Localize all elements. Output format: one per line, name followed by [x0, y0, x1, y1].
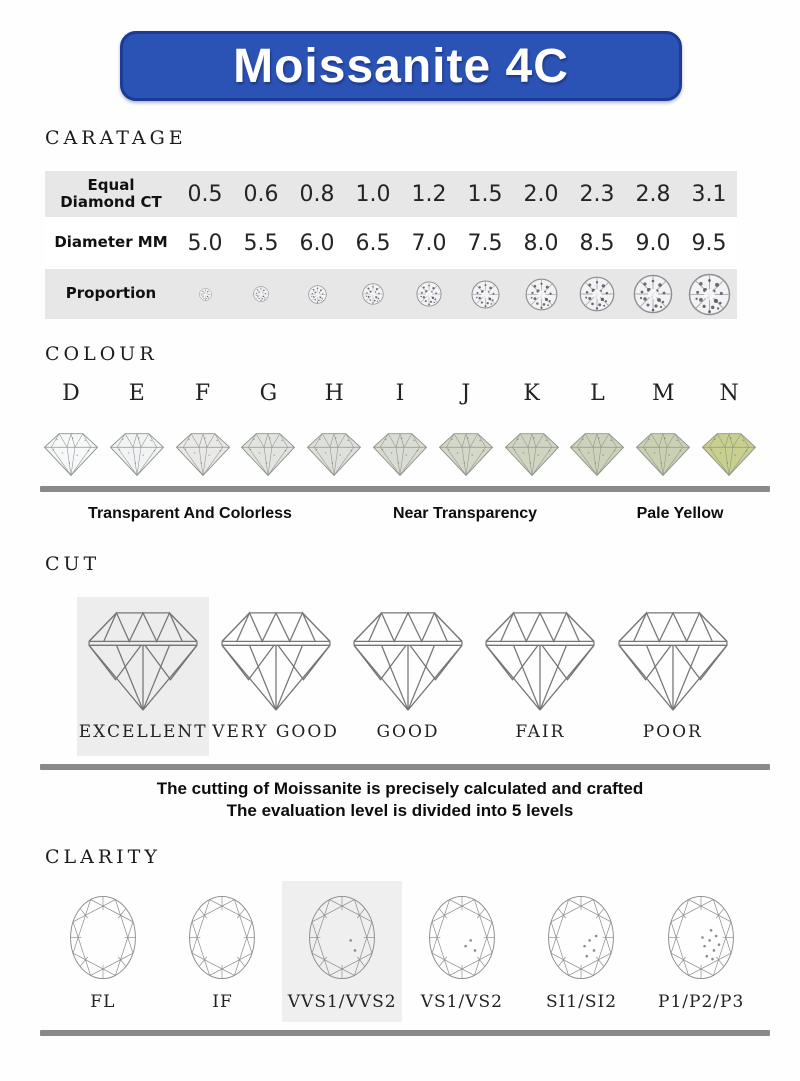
- table-cell: 2.0: [523, 181, 559, 207]
- proportion-diamond-icon: [253, 286, 269, 302]
- colour-grade-letter: N: [719, 381, 739, 406]
- table-cell: 1.5: [467, 181, 503, 207]
- table-cell: 6.0: [299, 230, 335, 256]
- colour-diamond-icon: [369, 430, 431, 478]
- colour-diamond-cell: [170, 430, 236, 478]
- colour-diamond-cell: [433, 430, 499, 478]
- proportion-cell: [233, 269, 289, 319]
- table-cell: 3.1: [691, 181, 727, 207]
- colour-divider: [40, 486, 770, 492]
- caratage-row-diameter: [45, 220, 737, 266]
- colour-diamond-cell: [104, 430, 170, 478]
- cut-grade-cell: [607, 597, 739, 756]
- colour-diamond-cell: [367, 430, 433, 478]
- proportion-diamond-icon: [688, 273, 731, 316]
- colour-diamond-row: [38, 416, 762, 478]
- colour-diamond-icon: [303, 430, 365, 478]
- colour-group-labels: [40, 505, 770, 523]
- colour-group-label: Near Transparency: [392, 505, 538, 522]
- clarity-grade-label: FL: [90, 992, 116, 1013]
- table-cell: 9.0: [635, 230, 671, 256]
- proportion-diamond-icon: [633, 274, 673, 314]
- clarity-diamond-top-icon: [67, 890, 139, 985]
- proportion-cell: [457, 269, 513, 319]
- clarity-grade-label: P1/P2/P3: [658, 992, 745, 1013]
- colour-diamond-cell: [235, 430, 301, 478]
- section-heading-clarity: CLARITY: [45, 846, 161, 869]
- clarity-diamond-top-icon: [306, 890, 378, 985]
- clarity-diamond-top-icon: [186, 890, 258, 985]
- clarity-grade-label: VVS1/VVS2: [287, 992, 397, 1013]
- proportion-diamond-icon: [471, 280, 500, 309]
- section-heading-caratage: CARATAGE: [45, 127, 187, 149]
- cut-diamond-wireframe-icon: [481, 609, 599, 713]
- clarity-grade-row: [43, 881, 761, 1022]
- colour-diamond-icon: [106, 430, 168, 478]
- page-title: Moissanite 4C: [233, 39, 569, 93]
- table-cell: 9.5: [691, 230, 727, 256]
- cut-note: [0, 778, 800, 822]
- cut-grade-label: EXCELLENT: [78, 722, 208, 742]
- colour-diamond-icon: [566, 430, 628, 478]
- table-cell: 2.3: [579, 181, 615, 207]
- colour-grade-letter: L: [590, 381, 605, 406]
- cut-grade-label: FAIR: [515, 722, 566, 742]
- table-cell: 2.8: [635, 181, 671, 207]
- colour-diamond-icon: [501, 430, 563, 478]
- clarity-grade-cell: [282, 881, 402, 1022]
- proportion-cell: [345, 269, 401, 319]
- cut-grade-label: GOOD: [376, 722, 440, 742]
- cut-grade-row: [77, 597, 739, 756]
- cut-grade-cell: [77, 597, 209, 756]
- cut-diamond-wireframe-icon: [614, 609, 732, 713]
- row-label: Proportion: [65, 284, 157, 303]
- clarity-diamond-top-icon: [426, 890, 498, 985]
- cut-diamond-wireframe-icon: [84, 609, 202, 713]
- proportion-cell: [513, 269, 569, 319]
- row-label: Diameter MM: [54, 233, 168, 252]
- clarity-grade-label: SI1/SI2: [545, 992, 618, 1013]
- clarity-diamond-top-icon: [545, 890, 617, 985]
- table-cell: 5.5: [243, 230, 279, 256]
- proportion-diamond-icon: [362, 283, 384, 305]
- proportion-cell: [177, 269, 233, 319]
- proportion-diamond-icon: [308, 285, 327, 304]
- colour-grade-letters: [38, 381, 762, 406]
- cut-grade-label: VERY GOOD: [212, 722, 339, 742]
- colour-grade-letter: J: [461, 381, 471, 406]
- colour-diamond-icon: [40, 430, 102, 478]
- proportion-diamond-icon: [416, 281, 442, 307]
- title-banner: [120, 31, 682, 101]
- colour-diamond-cell: [499, 430, 565, 478]
- cut-grade-cell: [474, 597, 606, 756]
- colour-group-label: Transparent And Colorless: [88, 505, 292, 522]
- clarity-divider: [40, 1030, 770, 1036]
- proportion-cell: [289, 269, 345, 319]
- colour-diamond-cell: [38, 430, 104, 478]
- table-cell: 1.2: [411, 181, 447, 207]
- colour-grade-letter: M: [652, 381, 675, 406]
- cut-note-line: The evaluation level is divided into 5 levels: [226, 801, 574, 821]
- colour-diamond-icon: [698, 430, 760, 478]
- colour-diamond-icon: [435, 430, 497, 478]
- colour-grade-letter: G: [259, 381, 278, 406]
- colour-diamond-icon: [172, 430, 234, 478]
- clarity-grade-cell: [163, 881, 283, 1022]
- colour-diamond-cell: [565, 430, 631, 478]
- table-cell: 0.8: [299, 181, 335, 207]
- table-cell: 6.5: [355, 230, 391, 256]
- colour-grade-letter: E: [128, 381, 145, 406]
- colour-diamond-cell: [301, 430, 367, 478]
- colour-diamond-cell: [630, 430, 696, 478]
- cut-note-line: The cutting of Moissanite is precisely calculated and crafted: [156, 779, 644, 798]
- clarity-grade-label: VS1/VS2: [420, 992, 503, 1013]
- section-heading-cut: CUT: [45, 553, 101, 575]
- colour-grade-letter: F: [194, 381, 211, 406]
- colour-diamond-cell: [696, 430, 762, 478]
- section-heading-colour: COLOUR: [45, 343, 158, 365]
- clarity-grade-cell: [43, 881, 163, 1022]
- caratage-row-ct: [45, 171, 737, 217]
- clarity-grade-cell: [522, 881, 642, 1022]
- proportion-diamond-icon: [525, 278, 558, 311]
- cut-grade-cell: [342, 597, 474, 756]
- clarity-diamond-top-icon: [665, 890, 737, 985]
- caratage-row-proportion: [45, 269, 737, 319]
- colour-grade-letter: D: [62, 381, 80, 406]
- colour-diamond-icon: [237, 430, 299, 478]
- row-label: Equal Diamond CT: [60, 175, 162, 211]
- colour-grade-letter: K: [523, 381, 540, 406]
- colour-group-label: Pale Yellow: [636, 505, 724, 522]
- proportion-cell: [625, 269, 681, 319]
- table-cell: 5.0: [187, 230, 223, 256]
- clarity-grade-label: IF: [212, 992, 233, 1013]
- colour-grade-letter: I: [395, 381, 405, 406]
- proportion-diamond-icon: [579, 276, 615, 312]
- colour-grade-letter: H: [324, 381, 344, 406]
- table-cell: 8.5: [579, 230, 615, 256]
- cut-divider: [40, 764, 770, 770]
- table-cell: 0.5: [187, 181, 223, 207]
- cut-diamond-wireframe-icon: [349, 609, 467, 713]
- proportion-cell: [401, 269, 457, 319]
- table-cell: 7.0: [411, 230, 447, 256]
- table-cell: 8.0: [523, 230, 559, 256]
- cut-diamond-wireframe-icon: [217, 609, 335, 713]
- colour-diamond-icon: [632, 430, 694, 478]
- caratage-table: [45, 171, 737, 319]
- table-cell: 0.6: [243, 181, 279, 207]
- table-cell: 1.0: [355, 181, 391, 207]
- proportion-cell: [569, 269, 625, 319]
- proportion-diamond-icon: [199, 288, 212, 301]
- cut-grade-cell: [209, 597, 341, 756]
- cut-grade-label: POOR: [642, 722, 703, 742]
- clarity-grade-cell: [641, 881, 761, 1022]
- proportion-cell: [681, 269, 737, 319]
- clarity-grade-cell: [402, 881, 522, 1022]
- table-cell: 7.5: [467, 230, 503, 256]
